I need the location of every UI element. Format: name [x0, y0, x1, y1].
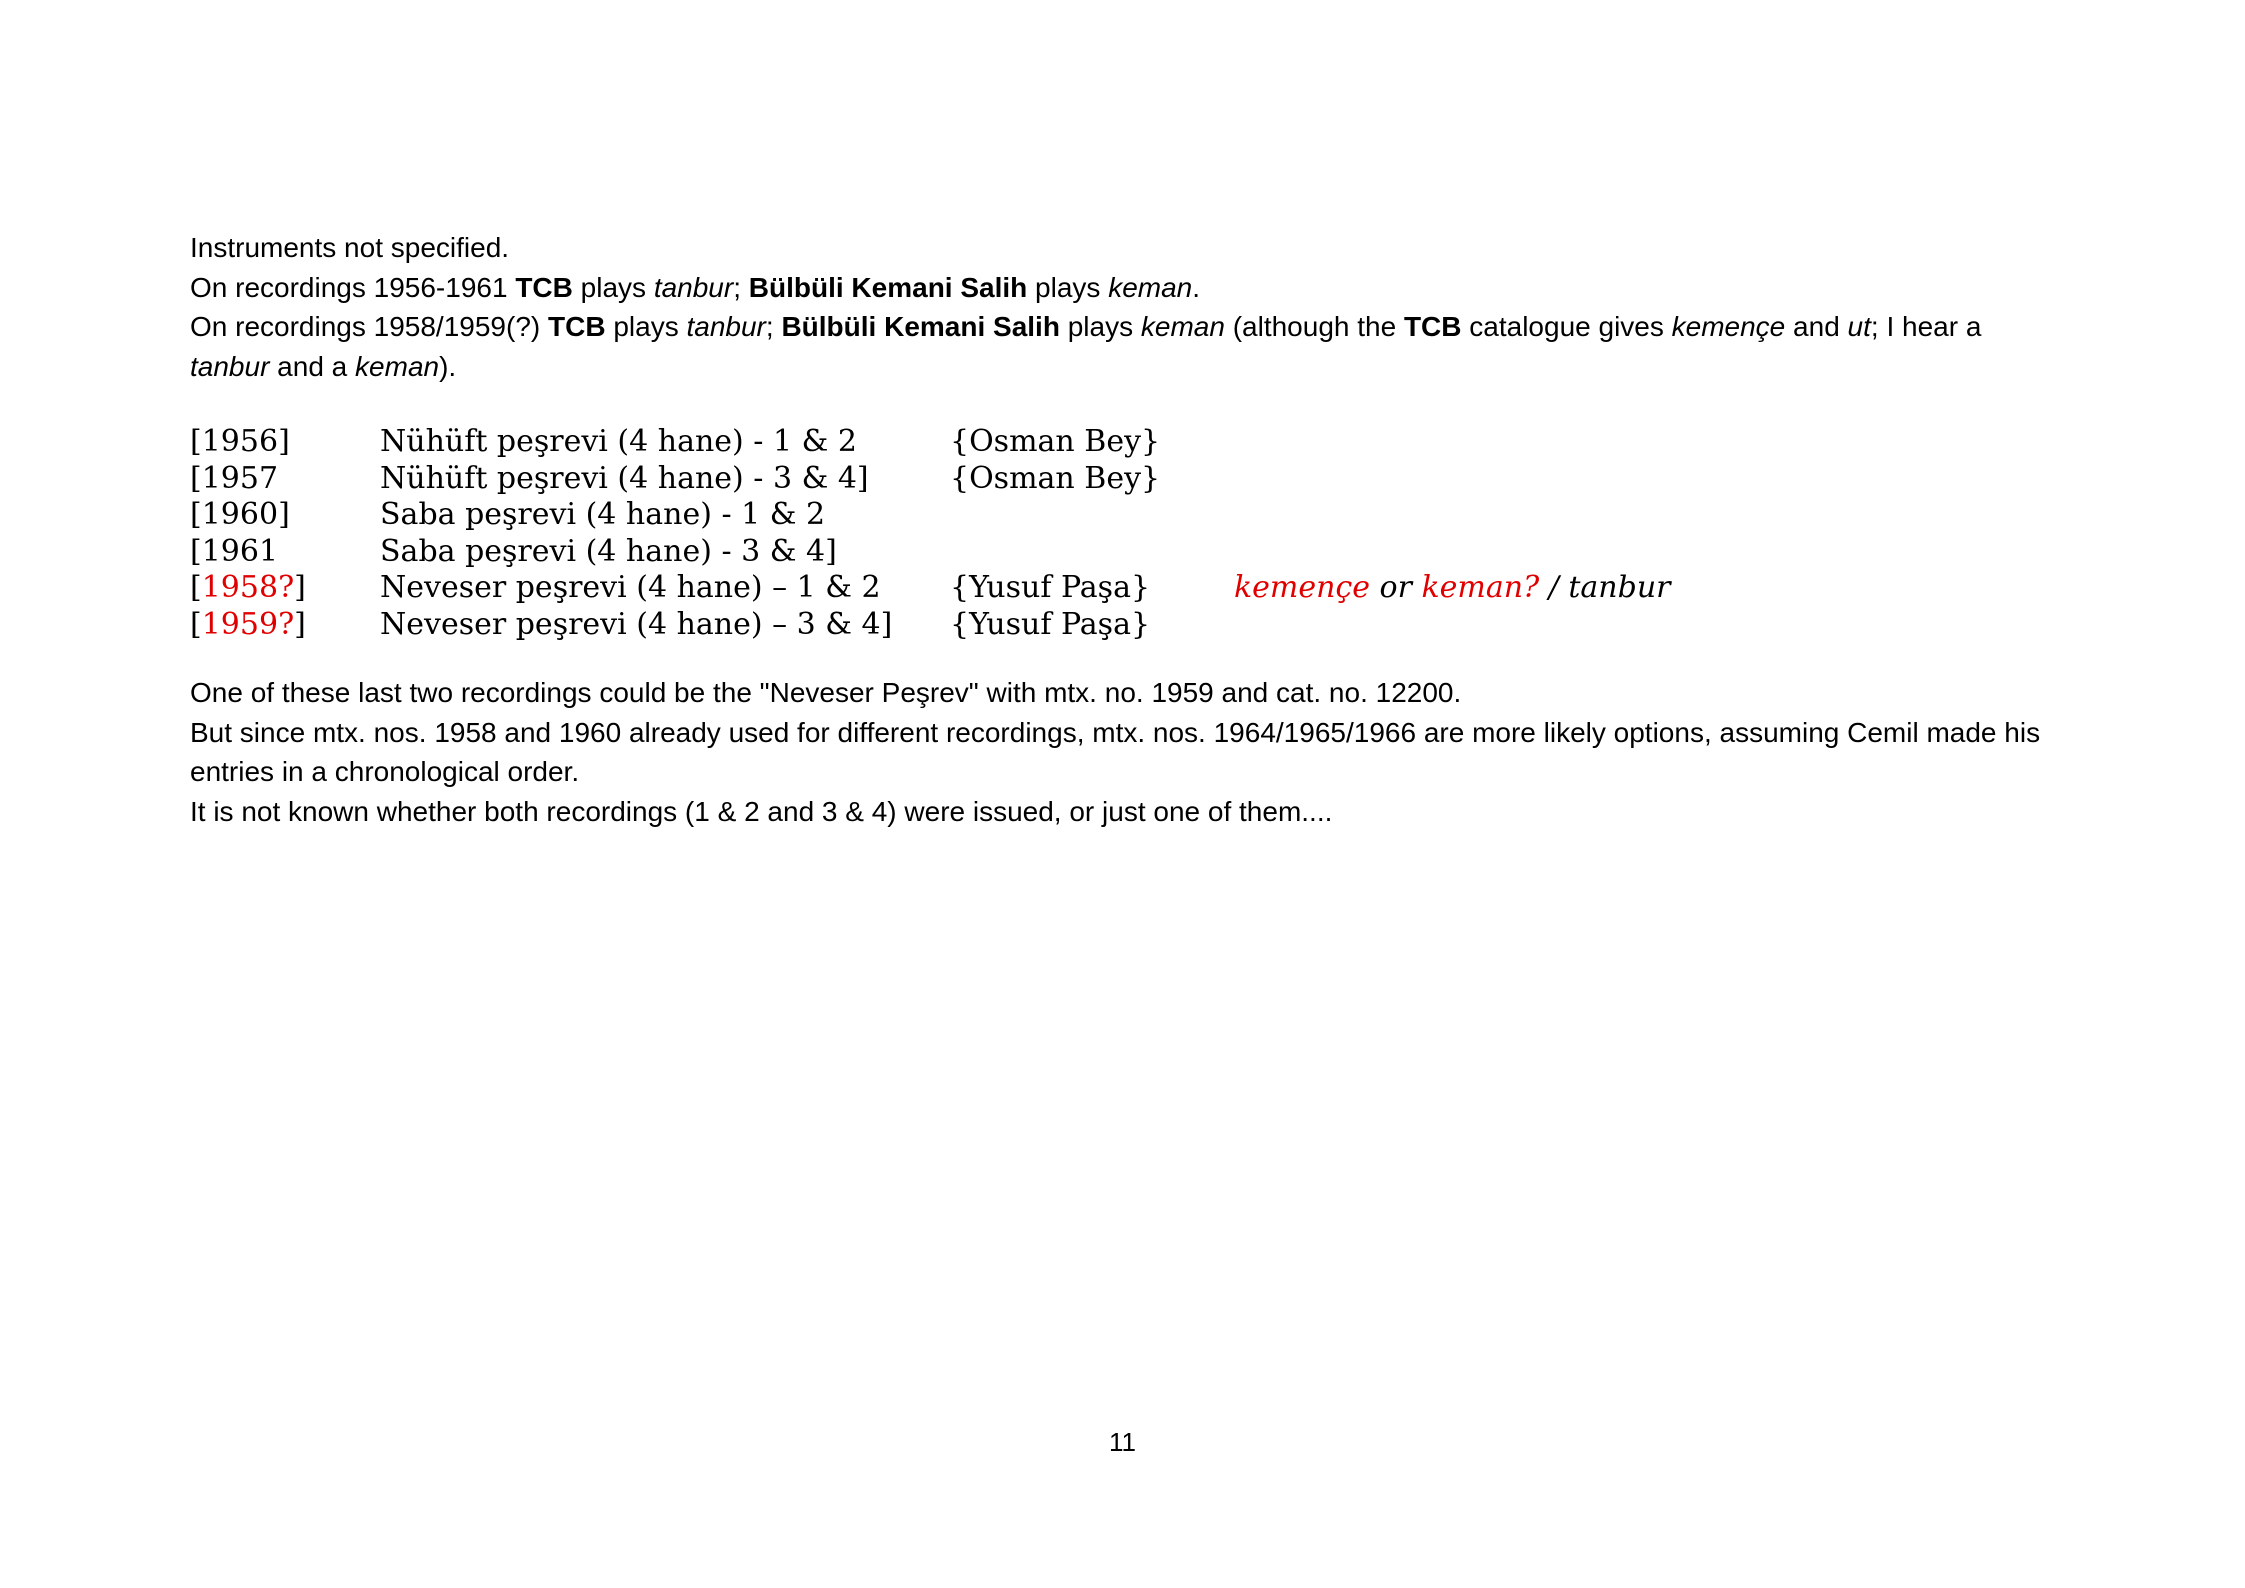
bracket: [ [190, 533, 202, 569]
instrument-name: tanbur [686, 311, 766, 342]
bracket: ] [278, 424, 290, 459]
instrument-note [1234, 570, 1670, 607]
text-segment: (although the [1224, 311, 1404, 342]
text-segment: On recordings 1956-1961 [190, 271, 516, 303]
text-segment: ). [439, 350, 457, 382]
recording-row [190, 534, 2050, 571]
instrument-name: kemençe [1671, 311, 1786, 342]
bracket: [ [190, 460, 202, 496]
recording-row [190, 424, 2050, 461]
intro-text: Instruments not specified. [190, 232, 510, 263]
intro-line-3 [190, 307, 2050, 386]
text-segment: or [1370, 570, 1422, 605]
notes-section [190, 673, 2050, 831]
recording-title: Neveser peşrevi (4 hane) – 3 & 4] [380, 606, 893, 642]
text-segment: and [1785, 311, 1848, 342]
intro-line-1 [190, 228, 2050, 268]
recording-title: Nühüft peşrevi (4 hane) - 1 & 2 [380, 424, 857, 459]
page-content [190, 228, 2050, 831]
text-segment: / tanbur [1539, 570, 1671, 605]
year: 1958? [201, 570, 295, 605]
text-segment: plays [605, 311, 687, 342]
text-segment: ; [733, 271, 749, 303]
text-segment: and a [269, 350, 356, 382]
recording-title: Saba peşrevi (4 hane) - 1 & 2 [380, 497, 826, 532]
year: 1957 [201, 460, 279, 496]
text-segment: plays [572, 271, 654, 303]
text-segment: On recordings 1958/1959(?) [190, 311, 548, 342]
year: 1960 [201, 497, 279, 532]
page-number: 11 [1109, 1427, 1136, 1457]
matrix-number [190, 570, 306, 607]
recording-row [190, 607, 2050, 644]
text-segment: ; [765, 311, 782, 342]
bracket: [ [190, 570, 202, 605]
bracket: [ [190, 424, 202, 459]
musician-name: Bülbüli Kemani Salih [781, 311, 1060, 342]
composer: {Osman Bey} [950, 424, 1161, 459]
recording-row [190, 497, 2050, 534]
instrument-name: keman? [1421, 570, 1540, 605]
tcb-abbreviation: TCB [515, 271, 573, 303]
matrix-number [190, 534, 278, 571]
bracket: [ [190, 497, 202, 532]
year: 1959? [201, 606, 295, 642]
recordings-list [190, 424, 2050, 643]
bracket: [ [190, 606, 202, 642]
matrix-number [190, 497, 290, 534]
matrix-number [190, 607, 306, 644]
year: 1961 [201, 533, 279, 569]
text-segment: . [1192, 271, 1201, 303]
instrument-name: tanbur [653, 271, 734, 303]
tcb-abbreviation: TCB [1403, 311, 1462, 342]
recording-row [190, 461, 2050, 498]
composer: {Yusuf Paşa} [950, 570, 1151, 605]
year: 1956 [201, 424, 279, 459]
note-paragraph: But since mtx. nos. 1958 and 1960 already used for different recordings, mtx. nos. 1964/1965/1966 are more likely options, assuming Cemil made his entries in a chronological order. [190, 716, 2041, 787]
recording-title: Nühüft peşrevi (4 hane) - 3 & 4] [380, 460, 869, 496]
instrument-name: keman [1108, 271, 1193, 303]
recording-title: Neveser peşrevi (4 hane) – 1 & 2 [380, 570, 881, 605]
matrix-number [190, 424, 290, 461]
text-segment: ; I hear a [1870, 311, 1982, 342]
instrument-name: keman [1140, 311, 1225, 342]
note-paragraph: One of these last two recordings could be the "Neveser Peşrev" with mtx. no. 1959 and cat. no. 12200. [190, 677, 1462, 708]
text-segment: plays [1027, 271, 1109, 303]
intro-section [190, 228, 2050, 386]
instrument-name: keman [355, 350, 440, 382]
bracket: ] [294, 570, 306, 605]
recording-title: Saba peşrevi (4 hane) - 3 & 4] [380, 533, 837, 569]
intro-line-2 [190, 268, 2050, 308]
bracket: ] [294, 606, 306, 642]
tcb-abbreviation: TCB [548, 311, 606, 342]
bracket: ] [278, 497, 290, 532]
note-paragraph: It is not known whether both recordings (1 & 2 and 3 & 4) were issued, or just one of them.... [190, 795, 1333, 827]
musician-name: Bülbüli Kemani Salih [748, 271, 1028, 303]
composer: {Osman Bey} [950, 460, 1161, 496]
recording-row [190, 570, 2050, 607]
matrix-number [190, 461, 278, 498]
composer: {Yusuf Paşa} [950, 606, 1151, 642]
instrument-name: ut [1847, 311, 1871, 342]
instrument-name: kemençe [1234, 570, 1371, 605]
text-segment: catalogue gives [1461, 311, 1672, 342]
instrument-name: tanbur [190, 350, 270, 382]
text-segment: plays [1059, 311, 1141, 342]
